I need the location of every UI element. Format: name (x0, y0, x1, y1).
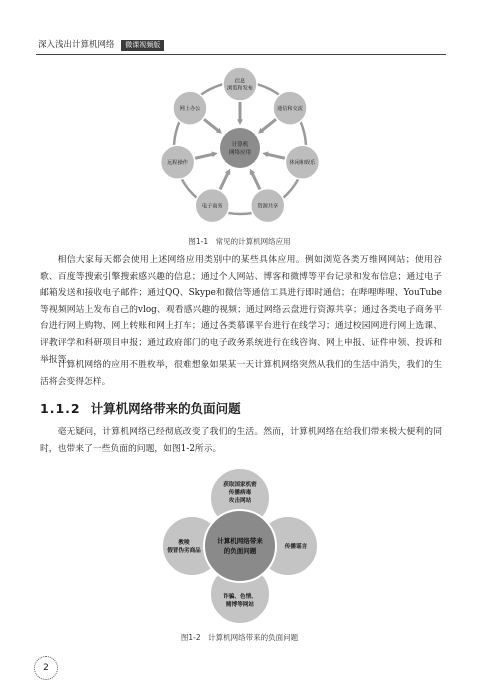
inward-arrow (195, 154, 214, 158)
inward-arrow (204, 119, 220, 131)
center-node (204, 510, 276, 582)
issue-node-label: 赌博等网站 (226, 602, 254, 608)
application-node-label: 电子商务 (201, 203, 223, 210)
inward-arrow (265, 154, 284, 158)
paragraph-1: 相信大家每天都会使用上述网络应用类别中的某些具体应用。例如浏览各类万维网网站；使用谷歌、百度等搜索引擎搜索感兴趣的信息；通过个人网站、博客和微博等平台记录和发布信息；通过电子邮箱发送和接收电子邮件；通过QQ、Skype和微信等通信工具进行即时通信；在哔哩哔哩、YouTube等视频网站上发布自己的vlog、观看感兴趣的视频；通过网络云盘进行资源共享；通过各类电子商务平台进行网上购物、网上转账和网上打车；通过各类慕课平台进行在线学习；通过校园网进行网上选课、评教评学和科研项目申报；通过政府部门的电子政务系统进行在线咨询、网上申报、证件申领、投诉和举报等。 (40, 255, 442, 365)
issue-node-label: 假冒伪劣商品 (167, 548, 201, 554)
figure-1-1-caption: 图1-1 常见的计算机网络应用 (188, 237, 291, 246)
negative-issues-diagram (148, 468, 332, 624)
application-node-label: 资源共享 (257, 203, 279, 210)
section-title: 计算机网络带来的负面问题 (90, 401, 241, 416)
paragraph-3: 毫无疑问，计算机网络已经彻底改变了我们的生活。然而，计算机网络在给我们带来极大便利的同时，也带来了一些负面的问题，如图1-2所示。 (40, 427, 442, 454)
section-heading (40, 400, 442, 418)
center-label-1: 计算机网络带来 (217, 537, 263, 545)
page-number (34, 656, 58, 680)
figure-1-2 (148, 468, 332, 624)
arrow-head (237, 119, 243, 125)
page-number-text: 2 (43, 663, 49, 673)
header-rule (36, 54, 446, 55)
center-label-1: 计算机 (231, 142, 249, 148)
center-label-2: 网络应用 (228, 150, 252, 156)
arrow-head (262, 151, 268, 157)
application-node-label: 网上办公 (179, 106, 201, 113)
inward-arrow (220, 171, 229, 189)
edition-badge: 微课视频版 (121, 40, 164, 51)
application-node-label: 休闲和娱乐 (289, 160, 316, 167)
figure-1-2-caption: 图1-2 计算机网络带来的负面问题 (180, 633, 299, 642)
page-number-ring (34, 656, 58, 680)
application-node-label: 远程操作 (167, 160, 188, 167)
application-node-label: 浏览和发布 (227, 85, 253, 92)
application-node-label: 信息 (234, 78, 246, 85)
book-title: 深入浅出计算机网络 (38, 40, 115, 50)
paragraph-2: 计算机网络的应用不胜枚举，很难想象如果某一天计算机网络突然从我们的生活中消失，我们的生活将会变得怎样。 (40, 360, 442, 387)
application-node-label: 通信和交流 (277, 106, 304, 113)
inward-arrow (251, 171, 260, 189)
issue-node-label: 获取国家机密 (223, 482, 257, 488)
issue-node-label: 教唆 (178, 540, 190, 546)
issue-node-label: 传播病毒 (228, 490, 252, 496)
network-applications-diagram (150, 64, 330, 232)
section-number: 1.1.2 (40, 401, 81, 416)
running-header (38, 38, 458, 52)
center-node (220, 128, 260, 168)
issue-node-label: 攻击网站 (228, 498, 252, 504)
issue-node-label: 诈骗、色情、 (223, 594, 257, 600)
figure-1-1 (150, 64, 330, 232)
arrow-head (211, 151, 217, 157)
issue-node-label: 传播谣言 (284, 544, 308, 550)
inward-arrow (260, 119, 276, 131)
center-label-2: 的负面问题 (223, 547, 257, 555)
